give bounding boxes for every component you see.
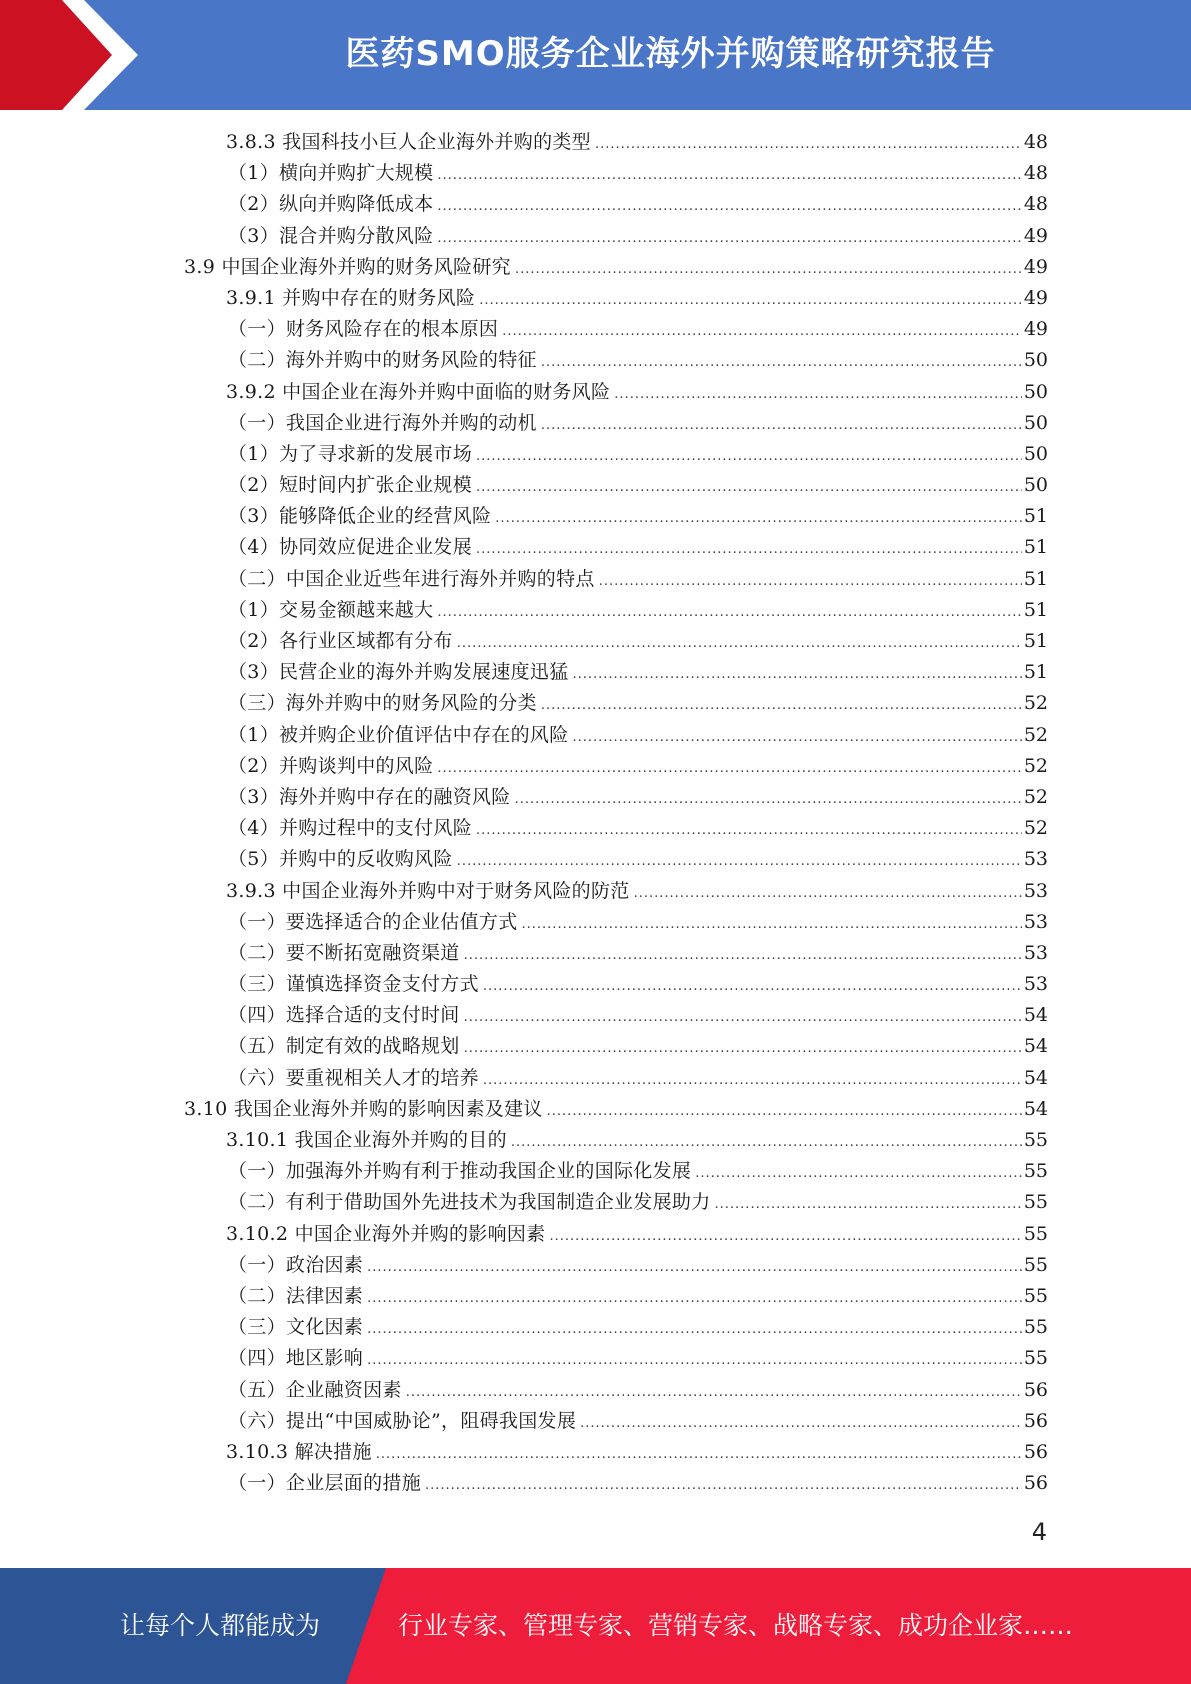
footer-slogan-left: 让每个人都能成为 — [120, 1611, 321, 1640]
toc-entry-page: 50 — [1023, 442, 1048, 465]
toc-entry-title: （三）谨慎选择资金支付方式 — [228, 973, 479, 996]
toc-entry[interactable] — [0, 1375, 1191, 1406]
toc-dot-leader — [476, 441, 1022, 472]
toc-entry[interactable] — [0, 782, 1191, 813]
toc-entry[interactable] — [0, 501, 1191, 532]
toc-entry-page: 51 — [1023, 598, 1048, 621]
toc-entry-title: 3.10.3 解决措施 — [226, 1440, 372, 1463]
page-title: 医药SMO服务企业海外并购策略研究报告 — [345, 34, 996, 74]
toc-entry-page: 50 — [1023, 380, 1048, 403]
toc-dot-leader — [437, 753, 1021, 784]
toc-dot-leader — [437, 223, 1021, 254]
table-of-contents — [0, 127, 1191, 1499]
toc-dot-leader — [580, 1408, 1022, 1439]
toc-entry-title: （一）加强海外并购有利于推动我国企业的国际化发展 — [228, 1160, 692, 1183]
toc-entry-page: 55 — [1023, 1222, 1048, 1245]
toc-dot-leader — [595, 129, 1022, 160]
toc-entry[interactable] — [0, 377, 1191, 408]
toc-entry-page: 53 — [1023, 910, 1048, 933]
toc-entry-title: （3）民营企业的海外并购发展速度迅猛 — [228, 661, 569, 684]
toc-entry-page: 51 — [1023, 505, 1048, 528]
toc-dot-leader — [464, 1002, 1022, 1033]
toc-dot-leader — [541, 690, 1022, 721]
toc-dot-leader — [715, 1189, 1022, 1220]
toc-entry[interactable] — [0, 1219, 1191, 1250]
toc-entry-title: 3.9.1 并购中存在的财务风险 — [226, 286, 476, 309]
toc-dot-leader — [614, 379, 1022, 410]
toc-entry-page: 52 — [1023, 754, 1048, 777]
toc-entry-page: 49 — [1023, 286, 1048, 309]
toc-dot-leader — [573, 722, 1022, 753]
toc-entry[interactable] — [0, 844, 1191, 875]
toc-entry-page: 51 — [1023, 536, 1048, 559]
toc-entry-page: 55 — [1023, 1253, 1048, 1276]
toc-entry-title: （4）协同效应促进企业发展 — [228, 536, 472, 559]
toc-entry-page: 54 — [1023, 1097, 1048, 1120]
toc-entry[interactable] — [0, 595, 1191, 626]
toc-dot-leader — [541, 347, 1022, 378]
toc-entry[interactable] — [0, 221, 1191, 252]
toc-dot-leader — [522, 909, 1022, 940]
toc-entry[interactable] — [0, 564, 1191, 595]
toc-entry[interactable] — [0, 470, 1191, 501]
toc-entry-title: （二）中国企业近些年进行海外并购的特点 — [228, 567, 595, 590]
toc-entry[interactable] — [0, 751, 1191, 782]
toc-entry-title: （一）财务风险存在的根本原因 — [228, 318, 499, 341]
toc-entry[interactable] — [0, 626, 1191, 657]
toc-entry[interactable] — [0, 720, 1191, 751]
toc-entry[interactable] — [0, 876, 1191, 907]
toc-entry[interactable] — [0, 1468, 1191, 1499]
toc-entry-title: （2）短时间内扩张企业规模 — [228, 474, 472, 497]
toc-entry-title: 3.10.2 中国企业海外并购的影响因素 — [226, 1222, 546, 1245]
header-arrow-icon — [0, 0, 160, 110]
toc-entry-title: （3）能够降低企业的经营风险 — [228, 505, 492, 528]
toc-entry-title: （五）制定有效的战略规划 — [228, 1035, 460, 1058]
toc-entry-page: 52 — [1023, 692, 1048, 715]
toc-entry-title: （一）我国企业进行海外并购的动机 — [228, 411, 537, 434]
toc-entry[interactable] — [0, 1031, 1191, 1062]
toc-entry-page: 55 — [1023, 1191, 1048, 1214]
toc-entry[interactable] — [0, 1437, 1191, 1468]
toc-dot-leader — [547, 1096, 1022, 1127]
toc-entry-title: （三）海外并购中的财务风险的分类 — [228, 692, 537, 715]
toc-entry-title: （2）各行业区域都有分布 — [228, 630, 453, 652]
toc-dot-leader — [573, 659, 1022, 690]
toc-entry[interactable] — [0, 189, 1191, 220]
toc-dot-leader — [549, 1221, 1021, 1252]
toc-entry[interactable] — [0, 408, 1191, 439]
toc-dot-leader — [541, 410, 1022, 441]
toc-entry[interactable] — [0, 1406, 1191, 1437]
toc-entry-page: 54 — [1023, 1004, 1048, 1027]
toc-dot-leader — [464, 1033, 1022, 1064]
toc-entry-page: 55 — [1023, 1129, 1048, 1151]
toc-entry-page: 48 — [1023, 131, 1048, 153]
toc-entry[interactable] — [0, 314, 1191, 345]
toc-entry-title: 3.9.2 中国企业在海外并购中面临的财务风险 — [226, 380, 611, 403]
toc-entry-title: （5）并购中的反收购风险 — [228, 848, 453, 871]
toc-dot-leader — [483, 1065, 1022, 1096]
toc-dot-leader — [367, 1345, 1022, 1376]
toc-entry-page: 49 — [1023, 255, 1048, 278]
toc-dot-leader — [376, 1439, 1022, 1470]
toc-entry-page: 53 — [1023, 879, 1048, 902]
toc-entry-title: （3）海外并购中存在的融资风险 — [228, 785, 511, 808]
toc-entry[interactable] — [0, 532, 1191, 563]
toc-entry-page: 50 — [1023, 474, 1048, 497]
toc-entry-page: 56 — [1023, 1440, 1048, 1463]
toc-dot-leader — [367, 1283, 1022, 1314]
toc-entry-title: （二）有利于借助国外先进技术为我国制造企业发展助力 — [228, 1191, 711, 1214]
toc-entry-page: 53 — [1023, 973, 1048, 996]
toc-entry-page: 51 — [1023, 567, 1048, 590]
page-footer — [0, 1568, 1191, 1684]
toc-entry-title: （六）提出“中国威胁论”，阻碍我国发展 — [228, 1409, 577, 1432]
toc-entry[interactable] — [0, 1187, 1191, 1218]
toc-dot-leader — [634, 878, 1022, 909]
page-header — [0, 0, 1191, 110]
toc-entry[interactable] — [0, 252, 1191, 283]
toc-dot-leader — [425, 1470, 1022, 1501]
toc-entry[interactable] — [0, 1156, 1191, 1187]
toc-entry-page: 56 — [1023, 1378, 1048, 1401]
toc-entry-title: （4）并购过程中的支付风险 — [228, 817, 472, 840]
toc-entry[interactable] — [0, 345, 1191, 376]
toc-dot-leader — [476, 534, 1022, 565]
toc-entry[interactable] — [0, 938, 1191, 969]
toc-entry-title: （五）企业融资因素 — [228, 1378, 402, 1401]
toc-dot-leader — [515, 254, 1022, 285]
toc-entry[interactable] — [0, 1094, 1191, 1125]
toc-entry-page: 48 — [1023, 193, 1048, 216]
toc-entry-page: 49 — [1023, 318, 1048, 341]
toc-entry-page: 55 — [1023, 1160, 1048, 1183]
toc-entry-page: 50 — [1023, 349, 1048, 372]
toc-entry[interactable] — [0, 657, 1191, 688]
toc-entry-page: 55 — [1023, 1347, 1048, 1370]
toc-entry-page: 50 — [1023, 411, 1048, 434]
toc-entry-page: 55 — [1023, 1284, 1048, 1307]
toc-entry[interactable] — [0, 969, 1191, 1000]
toc-dot-leader — [502, 316, 1022, 347]
toc-entry[interactable] — [0, 907, 1191, 938]
toc-entry[interactable] — [0, 1343, 1191, 1374]
toc-dot-leader — [495, 503, 1022, 534]
toc-entry-title: （六）要重视相关人才的培养 — [228, 1066, 479, 1089]
toc-dot-leader — [695, 1158, 1022, 1189]
toc-entry-title: 3.8.3 我国科技小巨人企业海外并购的类型 — [226, 131, 591, 153]
toc-entry-page: 54 — [1023, 1066, 1048, 1089]
toc-entry-title: （四）选择合适的支付时间 — [228, 1004, 460, 1027]
toc-dot-leader — [437, 597, 1021, 628]
toc-entry-title: （四）地区影响 — [228, 1347, 364, 1370]
toc-entry-title: （1）为了寻求新的发展市场 — [228, 442, 472, 465]
toc-entry-page: 53 — [1023, 848, 1048, 871]
toc-entry-page: 53 — [1023, 941, 1048, 964]
toc-entry[interactable] — [0, 1250, 1191, 1281]
toc-entry-page: 49 — [1023, 224, 1048, 247]
toc-entry-page: 52 — [1023, 723, 1048, 746]
toc-dot-leader — [464, 940, 1022, 971]
toc-entry-page: 56 — [1023, 1409, 1048, 1432]
toc-entry-title: （2）并购谈判中的风险 — [228, 754, 434, 777]
footer-slogan-right: 行业专家、管理专家、营销专家、战略专家、成功企业家…… — [398, 1611, 1074, 1640]
toc-dot-leader — [367, 1252, 1022, 1283]
toc-entry-title: （二）法律因素 — [228, 1284, 364, 1307]
toc-entry[interactable] — [0, 1000, 1191, 1031]
toc-dot-leader — [437, 191, 1021, 222]
toc-dot-leader — [476, 472, 1022, 503]
toc-entry-title: （二）海外并购中的财务风险的特征 — [228, 349, 537, 372]
toc-entry[interactable] — [0, 688, 1191, 719]
toc-entry-page: 48 — [1023, 162, 1048, 185]
toc-entry-title: （1）被并购企业价值评估中存在的风险 — [228, 723, 569, 746]
toc-entry-title: （2）纵向并购降低成本 — [228, 193, 434, 216]
toc-dot-leader — [515, 784, 1022, 815]
toc-entry-title: （1）交易金额越来越大 — [228, 598, 434, 621]
toc-entry-title: 3.10 我国企业海外并购的影响因素及建议 — [184, 1097, 543, 1120]
toc-dot-leader — [457, 628, 1022, 659]
toc-entry[interactable] — [0, 283, 1191, 314]
toc-dot-leader — [437, 160, 1021, 191]
toc-entry-page: 55 — [1023, 1316, 1048, 1339]
toc-dot-leader — [457, 846, 1022, 877]
toc-dot-leader — [367, 1314, 1022, 1345]
toc-entry-title: （一）企业层面的措施 — [228, 1472, 422, 1495]
toc-entry-page: 51 — [1023, 630, 1048, 652]
toc-entry[interactable] — [0, 158, 1191, 189]
toc-entry[interactable] — [0, 1281, 1191, 1312]
toc-entry[interactable] — [0, 1312, 1191, 1343]
toc-dot-leader — [511, 1127, 1022, 1158]
toc-dot-leader — [406, 1377, 1022, 1408]
toc-entry-title: 3.9.3 中国企业海外并购中对于财务风险的防范 — [226, 879, 630, 902]
toc-entry-page: 52 — [1023, 817, 1048, 840]
toc-entry[interactable] — [0, 1125, 1191, 1156]
toc-entry-title: （二）要不断拓宽融资渠道 — [228, 941, 460, 964]
toc-entry-page: 56 — [1023, 1472, 1048, 1495]
toc-entry-page: 51 — [1023, 661, 1048, 684]
toc-entry-title: （1）横向并购扩大规模 — [228, 162, 434, 185]
toc-entry-title: 3.9 中国企业海外并购的财务风险研究 — [184, 255, 511, 278]
toc-dot-leader — [599, 566, 1022, 597]
toc-entry-title: （3）混合并购分散风险 — [228, 224, 434, 247]
toc-entry[interactable] — [0, 1063, 1191, 1094]
toc-entry-title: 3.10.1 我国企业海外并购的目的 — [226, 1129, 507, 1151]
toc-entry-title: （一）政治因素 — [228, 1253, 364, 1276]
page-number: 4 — [1031, 1518, 1047, 1546]
toc-dot-leader — [476, 815, 1022, 846]
toc-entry-title: （一）要选择适合的企业估值方式 — [228, 910, 518, 933]
toc-entry[interactable] — [0, 127, 1191, 158]
toc-entry-page: 54 — [1023, 1035, 1048, 1058]
toc-entry-title: （三）文化因素 — [228, 1316, 364, 1339]
toc-entry[interactable] — [0, 439, 1191, 470]
toc-entry[interactable] — [0, 813, 1191, 844]
toc-dot-leader — [483, 971, 1022, 1002]
toc-dot-leader — [479, 285, 1022, 316]
toc-entry-page: 52 — [1023, 785, 1048, 808]
